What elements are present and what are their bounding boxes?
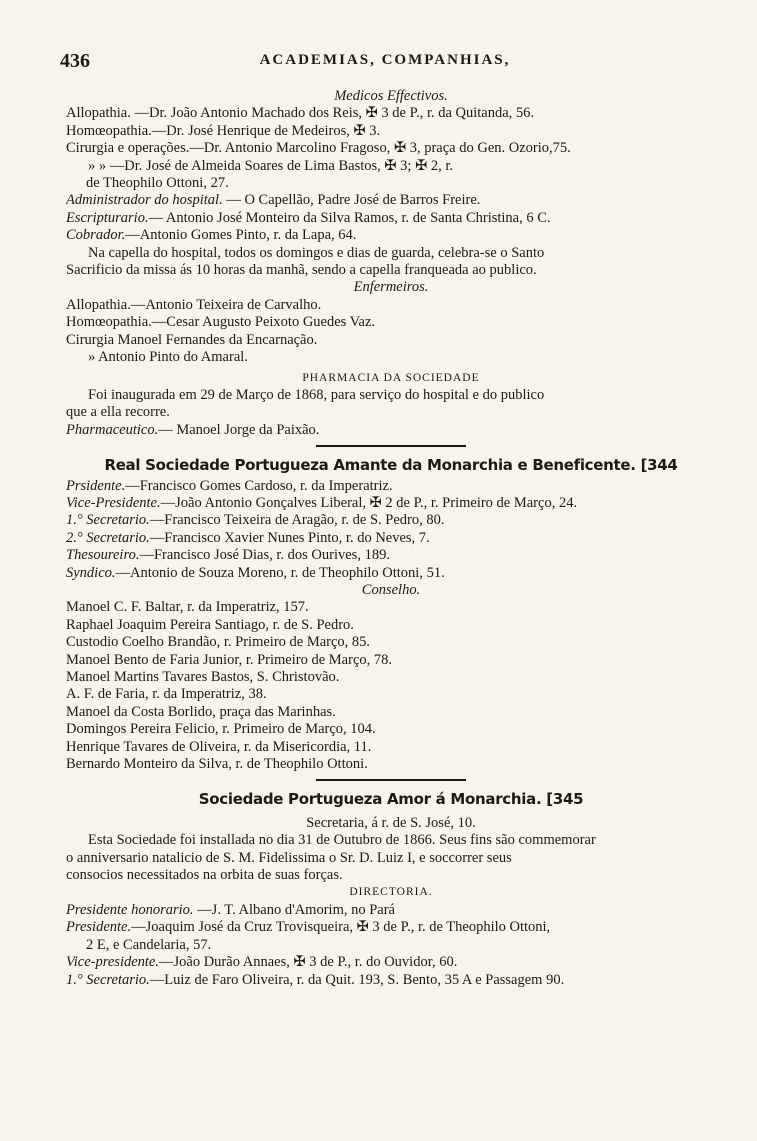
escripturario-entry (66, 210, 716, 227)
entry-label: Vice-Presidente. (66, 494, 161, 511)
conselho-member: Henrique Tavares de Oliveira, r. da Misericordia, 11. (66, 738, 372, 755)
entry-label: 1.° Secretario. (66, 512, 150, 529)
secretaria-address: Secretaria, á r. de S. José, 10. (306, 814, 476, 831)
section-title-real-sociedade: Real Sociedade Portugueza Amante da Monarchia e Beneficente. [344 (104, 457, 678, 475)
officer-entry (66, 478, 716, 495)
conselho-member: Manoel Bento de Faria Junior, r. Primeiro de Março, 78. (66, 651, 393, 668)
entry-label: » » (88, 157, 107, 174)
pharmacia-paragraph-line: que a ella recorre. (66, 404, 170, 421)
directoria-entry (66, 902, 716, 919)
entry-text: —J. T. Albano d'Amorim, no Pará (193, 901, 395, 918)
page-content (66, 88, 716, 989)
conselho-member: Manoel Martins Tavares Bastos, S. Christovão. (66, 669, 340, 685)
description-line: Esta Sociedade foi installada no dia 31 de Outubro de 1866. Seus fins são commemorar (88, 832, 596, 849)
medico-entry (66, 140, 716, 157)
conselho-member: A. F. de Faria, r. da Imperatriz, 38. (66, 686, 267, 703)
conselho-member: Custodio Coelho Brandão, r. Primeiro de Março, 85. (66, 634, 371, 651)
officer-entry (66, 565, 716, 582)
conselho-member: Domingos Pereira Felicio, r. Primeiro de Março, 104. (66, 721, 376, 738)
entry-label: Presidente honorario. (66, 901, 194, 918)
enfermeiros-heading: Enfermeiros. (353, 279, 429, 296)
officer-entry (66, 512, 716, 529)
running-title: ACADEMIAS, COMPANHIAS, (259, 52, 511, 68)
entry-text: —Francisco Teixeira de Aragão, r. de S. Pedro, 80. (149, 512, 445, 529)
directoria-heading: DIRECTORIA. (349, 886, 433, 899)
description-line: o anniversario natalicio de S. M. Fidelissima o Sr. D. Luiz I, e soccorrer seus (66, 849, 512, 866)
entry-text: —João Durão Annaes, ✠ 3 de P., r. do Ouvidor, 60. (159, 954, 458, 971)
entry-label: Pharmaceutico. (66, 421, 159, 438)
entry-label: Administrador do hospital. (66, 192, 223, 209)
entry-label: 1.° Secretario. (66, 971, 150, 988)
entry-text: — Manoel Jorge da Paixão. (158, 421, 320, 438)
directoria-entry (66, 919, 716, 936)
medico-entry (66, 105, 716, 122)
officer-entry (66, 495, 716, 512)
page-number: 436 (60, 50, 90, 72)
administrador-entry (66, 192, 716, 209)
pharmacia-paragraph-line: Foi inaugurada em 29 de Março de 1868, para serviço do hospital e do publico (88, 386, 545, 403)
entry-text: —Dr. José Henrique de Medeiros, ✠ 3. (151, 122, 381, 139)
conselho-member: Manoel C. F. Baltar, r. da Imperatriz, 157. (66, 599, 309, 616)
entry-label: Cobrador. (66, 227, 126, 244)
entry-text: —Dr. João Antonio Machado dos Reis, ✠ 3 de P., r. da Quitanda, 56. (130, 105, 535, 122)
entry-label: Homœopathia. (66, 122, 152, 139)
directoria-entry (66, 954, 716, 971)
medicos-heading: Medicos Effectivos. (334, 88, 448, 104)
entry-label: 2.° Secretario. (66, 529, 150, 546)
section-divider (316, 445, 466, 447)
enfermeiro-entry: » Antonio Pinto do Amaral. (88, 349, 248, 366)
cobrador-entry (66, 227, 716, 244)
conselho-heading: Conselho. (361, 581, 421, 598)
entry-text: — O Capellão, Padre José de Barros Freire. (222, 192, 481, 209)
entry-label: Allopathia. (66, 105, 131, 122)
entry-text: —João Antonio Gonçalves Liberal, ✠ 2 de P., r. Primeiro de Março, 24. (160, 494, 578, 511)
directoria-entry-continuation: 2 E, e Candelaria, 57. (86, 936, 212, 953)
medico-entry (66, 123, 716, 140)
enfermeiro-entry: Homœopathia.—Cesar Augusto Peixoto Guedes Vaz. (66, 314, 376, 331)
entry-text: —Francisco José Dias, r. dos Ourives, 189. (139, 547, 390, 564)
conselho-member: Raphael Joaquim Pereira Santiago, r. de S. Pedro. (66, 616, 354, 633)
officer-entry (66, 547, 716, 564)
capella-paragraph-line: Na capella do hospital, todos os domingos e dias de guarda, celebra-se o Santo (88, 244, 545, 261)
entry-text: — Antonio José Monteiro da Silva Ramos, r. de Santa Christina, 6 C. (148, 209, 551, 226)
medico-entry (66, 158, 716, 175)
entry-text: —Dr. José de Almeida Soares de Lima Bastos, ✠ 3; ✠ 2, r. (106, 157, 454, 174)
entry-text: —Dr. Antonio Marcolino Fragoso, ✠ 3, praça do Gen. Ozorio,75. (189, 140, 571, 157)
entry-text: —Francisco Xavier Nunes Pinto, r. do Neves, 7. (149, 529, 430, 546)
entry-label: Presidente. (66, 919, 132, 936)
description-line: consocios necessitados na orbita de suas forças. (66, 867, 343, 884)
capella-paragraph-line: Sacrificio da missa ás 10 horas da manhã, sendo a capella franqueada ao publico. (66, 262, 537, 279)
enfermeiro-entry: Allopathia.—Antonio Teixeira de Carvalho. (66, 296, 322, 313)
entry-label: Cirurgia e operações. (66, 140, 190, 157)
page-header (60, 48, 710, 74)
entry-text: —Luiz de Faro Oliveira, r. da Quit. 193, S. Bento, 35 A e Passagem 90. (149, 971, 565, 988)
officer-entry (66, 530, 716, 547)
conselho-member: Bernardo Monteiro da Silva, r. de Theophilo Ottoni. (66, 756, 368, 773)
entry-label: Syndico. (66, 564, 116, 581)
entry-label: Prsidente. (66, 477, 126, 494)
entry-text: —Francisco Gomes Cardoso, r. da Imperatriz. (125, 477, 393, 494)
entry-text: —Antonio Gomes Pinto, r. da Lapa, 64. (125, 227, 357, 244)
pharmacia-heading: PHARMACIA DA SOCIEDADE (302, 371, 480, 384)
section-title-amor-monarchia: Sociedade Portugueza Amor á Monarchia. [345 (198, 791, 584, 809)
conselho-member: Manoel da Costa Borlido, praça das Marinhas. (66, 703, 336, 720)
entry-text: —Antonio de Souza Moreno, r. de Theophilo Ottoni, 51. (115, 564, 445, 581)
enfermeiro-entry: Cirurgia Manoel Fernandes da Encarnação. (66, 331, 318, 348)
pharmaceutico-entry (66, 422, 716, 439)
entry-label: Vice-presidente. (66, 954, 159, 971)
section-divider (316, 779, 466, 781)
entry-text: —Joaquim José da Cruz Trovisqueira, ✠ 3 de P., r. de Theophilo Ottoni, (131, 919, 551, 936)
entry-label: Thesoureiro. (66, 547, 140, 564)
medico-entry-continuation: de Theophilo Ottoni, 27. (86, 175, 229, 192)
directoria-entry (66, 972, 716, 989)
entry-label: Escripturario. (66, 209, 149, 226)
